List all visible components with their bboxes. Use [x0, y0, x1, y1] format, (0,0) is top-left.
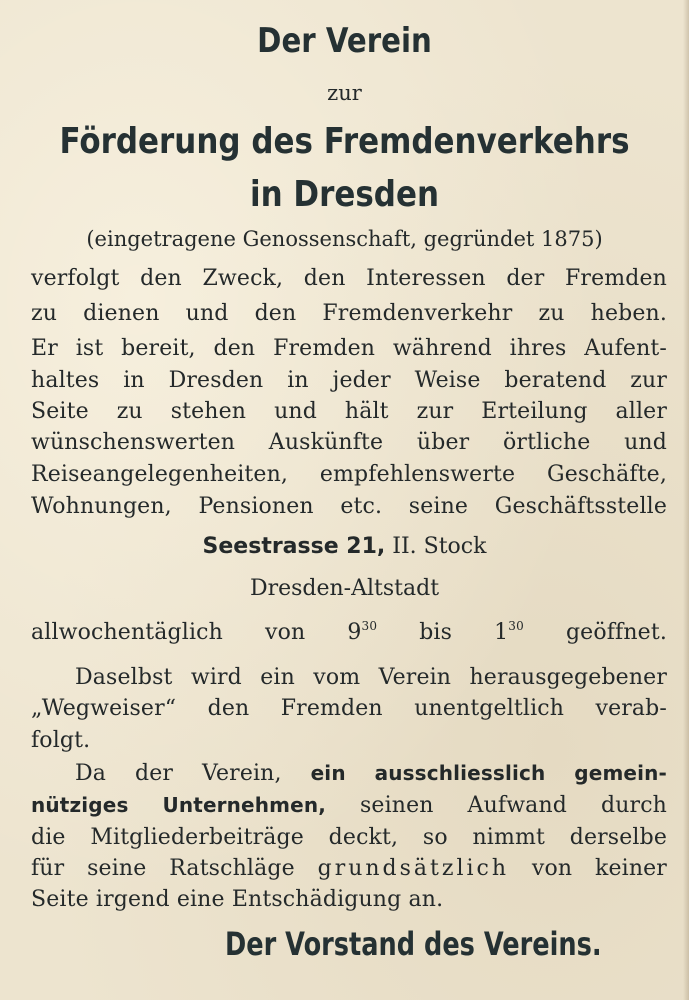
address-floor: II. Stock	[392, 534, 487, 559]
body-line-7: Reiseangelegenheiten, empfehlenswerte Geschäfte,	[31, 462, 667, 487]
heading-main-line1: Förderung des Fremdenverkehrs	[59, 121, 630, 162]
hours-open	[347, 620, 377, 645]
paragraph2-line-2: „Wegweiser“ den Fremden unentgeltlich verab-	[31, 696, 667, 721]
body-line-6: wünschenswerten Auskünfte über örtliche und	[31, 430, 667, 455]
paragraph3-line2-a: nütziges Unternehmen,	[31, 793, 327, 817]
address-line	[0, 536, 689, 558]
paragraph3-line2-b: seinen Aufwand durch	[359, 793, 667, 818]
hours-middle: bis	[419, 620, 453, 645]
paragraph3-line4-a: für seine Ratschläge	[31, 856, 295, 881]
hours-close-hour: 1	[494, 620, 509, 645]
hours-close-min: 30	[508, 619, 524, 633]
paragraph3-line-3: die Mitgliederbeiträge deckt, so nimmt derselbe	[31, 825, 667, 850]
body-line-4: haltes in Dresden in jeder Weise beratend zur	[31, 368, 667, 393]
paragraph3-line4-b: grundsätzlich	[317, 856, 510, 881]
hours-prefix: allwochentäglich von	[31, 620, 306, 645]
body-line-2: zu dienen und den Fremdenverkehr zu heben.	[31, 301, 667, 326]
hours-open-min: 30	[361, 619, 378, 633]
hours-close	[494, 620, 524, 645]
paragraph2-line-1: Daselbst wird ein vom Verein herausgegebener	[75, 665, 667, 690]
paragraph3-line1-a: Da der Verein,	[75, 761, 282, 786]
address-street: Seestrasse 21,	[202, 534, 386, 559]
heading-title: Der Verein	[257, 21, 432, 61]
heading-connector: zur	[327, 81, 362, 105]
paragraph3-line-1	[75, 763, 667, 785]
paragraph3-line4-c: von keiner	[531, 856, 667, 881]
paragraph3-line1-b: ein ausschliesslich gemein-	[310, 761, 667, 785]
heading-subtitle: (eingetragene Genossenschaft, gegründet 1875)	[86, 227, 603, 251]
paragraph3-line-5: Seite irgend eine Entschädigung an.	[31, 887, 444, 912]
body-line-5: Seite zu stehen und hält zur Erteilung aller	[31, 399, 667, 424]
heading-main-line2: in Dresden	[249, 174, 440, 215]
page-edge-shadow	[683, 0, 689, 1000]
body-line-1: verfolgt den Zweck, den Interessen der Fremden	[31, 266, 667, 291]
hours-open-hour: 9	[347, 620, 362, 645]
paragraph3-line-4	[31, 858, 667, 880]
body-line-8: Wohnungen, Pensionen etc. seine Geschäftsstelle	[31, 494, 667, 519]
paragraph2-line-3: folgt.	[31, 728, 91, 753]
body-line-3: Er ist bereit, den Fremden während ihres Aufent-	[31, 336, 667, 361]
address-district: Dresden-Altstadt	[249, 576, 440, 601]
opening-hours	[31, 620, 667, 644]
signature: Der Vorstand des Vereins.	[225, 925, 602, 963]
paragraph3-line-2	[31, 795, 667, 817]
hours-suffix: geöffnet.	[565, 620, 667, 645]
